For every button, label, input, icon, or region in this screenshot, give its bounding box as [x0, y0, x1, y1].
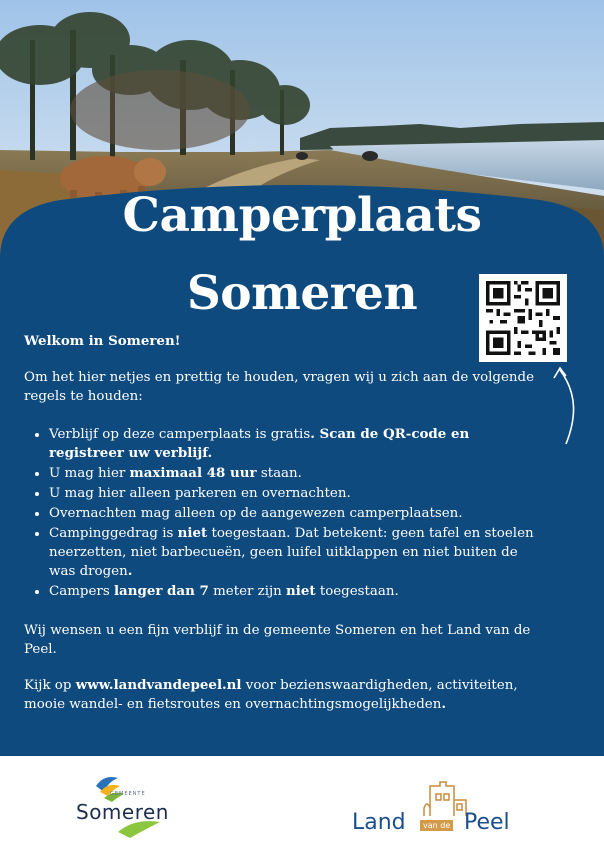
rules-list	[24, 425, 544, 601]
rule-item: • Overnachten mag alleen op de aangewezen camperplaatsen.	[49, 504, 544, 523]
wish-paragraph: Wij wensen u een fijn verblijf in de gemeente Someren en het Land van de Peel.	[24, 623, 531, 657]
intro-paragraph: Om het hier netjes en prettig te houden, vragen wij u zich aan de volgende regels te houden:	[24, 370, 535, 404]
rule-item: • Campinggedrag is niet toegestaan. Dat betekent: geen tafel en stoelen neerzetten, niet barbecueën, geen luifel uitklappen en niet buiten de was drogen.	[49, 524, 544, 581]
rules-text	[24, 330, 544, 714]
rule-item: • U mag hier alleen parkeren en overnachten.	[49, 484, 544, 503]
land-logo-word-vande: van de	[420, 820, 453, 831]
website-link[interactable]: www.landvandepeel.nl	[75, 677, 242, 693]
someren-logo-small-text: GEMEENTE	[110, 791, 146, 797]
page-title-line1: Camperplaats	[122, 188, 482, 243]
welcome-heading: Welkom in Someren!	[24, 333, 181, 349]
someren-logo-text: Someren	[76, 800, 169, 824]
land-logo-word-peel: Peel	[464, 810, 510, 835]
land-logo-word-land: Land	[352, 810, 406, 835]
rule-item: • Verblijf op deze camperplaats is gratis. Scan de QR-code en registreer uw verblijf.	[49, 425, 544, 463]
rule-item: • Campers langer dan 7 meter zijn niet toegestaan.	[49, 582, 544, 601]
page-title-line2: Someren	[186, 266, 418, 321]
arrow-icon	[546, 364, 586, 446]
visit-paragraph: Kijk op www.landvandepeel.nl voor bezienswaardigheden, activiteiten, mooie wandel- en fietsroutes en overnachtingsmogelijkheden.	[24, 677, 518, 712]
rule-item: • U mag hier maximaal 48 uur staan.	[49, 464, 544, 483]
